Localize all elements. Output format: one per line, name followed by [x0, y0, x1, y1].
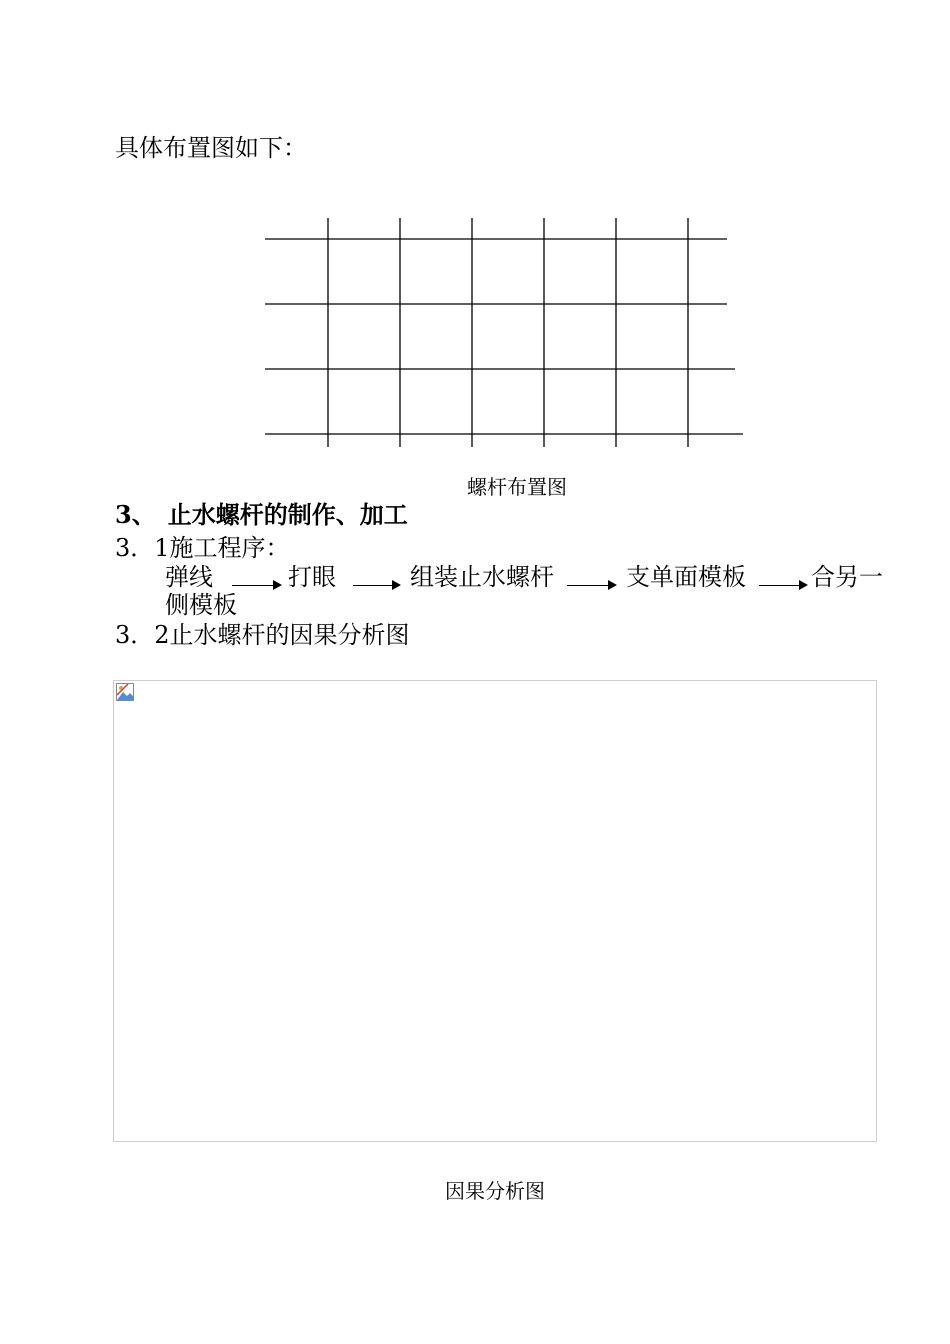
intro-text: 具体布置图如下：	[115, 134, 307, 162]
process-step: 打眼	[288, 563, 336, 591]
figure-caption-cause-effect: 因果分析图	[445, 1179, 545, 1203]
figure-caption-bolt-layout: 螺杆布置图	[467, 475, 567, 499]
broken-image-icon	[116, 683, 134, 701]
process-step: 合另一	[811, 563, 883, 591]
process-step: 弹线	[165, 563, 213, 591]
arrow-right-icon	[353, 579, 401, 591]
process-step: 组装止水螺杆	[410, 563, 554, 591]
subsection-heading-3-2: 3．2止水螺杆的因果分析图	[115, 621, 410, 649]
bolt-layout-grid	[0, 0, 950, 470]
cause-effect-image-placeholder	[113, 680, 877, 1142]
process-continuation: 侧模板	[165, 591, 237, 619]
arrow-right-icon	[567, 579, 617, 591]
section-heading-3: 3、 止水螺杆的制作、加工	[115, 500, 408, 529]
process-step: 支单面模板	[626, 563, 746, 591]
subsection-heading-3-1: 3．1施工程序：	[115, 534, 290, 562]
arrow-right-icon	[759, 579, 808, 591]
arrow-right-icon	[232, 579, 282, 591]
